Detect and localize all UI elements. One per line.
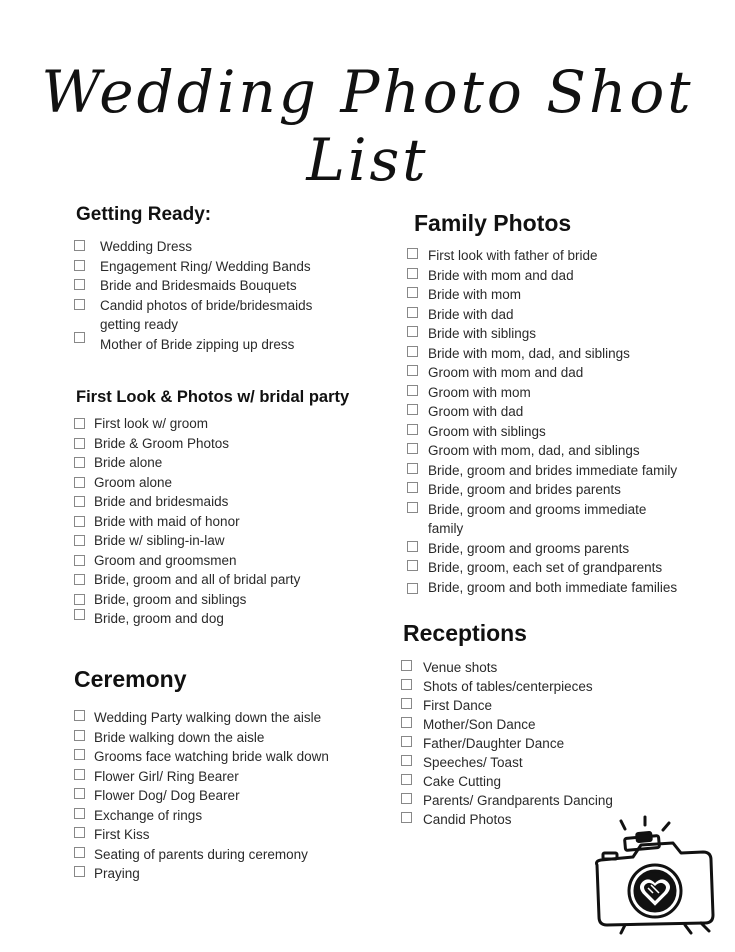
- checkbox[interactable]: [407, 248, 418, 259]
- checkbox[interactable]: [74, 808, 85, 819]
- checkbox[interactable]: [74, 574, 85, 585]
- checkbox[interactable]: [74, 496, 85, 507]
- list-item: Groom with mom, dad, and siblings: [407, 441, 677, 461]
- checkbox[interactable]: [74, 788, 85, 799]
- list-item: Speeches/ Toast: [401, 753, 613, 772]
- checkbox[interactable]: [401, 717, 412, 728]
- receptions-list: [401, 658, 613, 829]
- first-look-heading: First Look & Photos w/ bridal party: [76, 388, 350, 406]
- list-item: Groom with dad: [407, 402, 677, 422]
- list-item: Groom alone: [74, 473, 300, 493]
- list-item: Flower Girl/ Ring Bearer: [74, 767, 329, 787]
- list-item: Mother of Bride zipping up dress: [74, 335, 312, 355]
- checkbox[interactable]: [407, 287, 418, 298]
- list-item: Bride w/ sibling-in-law: [74, 531, 300, 551]
- checkbox[interactable]: [74, 827, 85, 838]
- checkbox[interactable]: [407, 541, 418, 552]
- checkbox[interactable]: [407, 482, 418, 493]
- checkbox[interactable]: [74, 555, 85, 566]
- getting-ready-list: [74, 237, 312, 354]
- checkbox[interactable]: [401, 679, 412, 690]
- list-item-continuation: getting ready: [100, 317, 179, 332]
- list-item: Groom with mom: [407, 383, 677, 403]
- list-item: Candid Photos: [401, 810, 613, 829]
- checkbox[interactable]: [401, 755, 412, 766]
- checkbox[interactable]: [74, 516, 85, 527]
- list-item: Bride with dad: [407, 305, 677, 325]
- list-item: Bride, groom and siblings: [74, 590, 300, 610]
- checkbox[interactable]: [74, 260, 85, 271]
- checkbox[interactable]: [407, 443, 418, 454]
- checkbox[interactable]: [74, 769, 85, 780]
- checkbox[interactable]: [407, 583, 418, 594]
- checkbox[interactable]: [401, 793, 412, 804]
- list-item: Candid photos of bride/bridesmaids: [74, 296, 312, 316]
- list-item: Bride, groom and all of bridal party: [74, 570, 300, 590]
- list-item: Bride & Groom Photos: [74, 434, 300, 454]
- list-item: Wedding Dress: [74, 237, 312, 257]
- checkbox[interactable]: [74, 418, 85, 429]
- checkbox[interactable]: [74, 240, 85, 251]
- checkbox[interactable]: [74, 730, 85, 741]
- checkbox[interactable]: [407, 424, 418, 435]
- list-item: Bride, groom, each set of grandparents: [407, 558, 677, 578]
- list-item: Bride, groom and grooms immediate: [407, 500, 677, 520]
- checkbox[interactable]: [407, 404, 418, 415]
- list-item: Praying: [74, 864, 329, 884]
- checkbox[interactable]: [401, 812, 412, 823]
- checkbox[interactable]: [407, 502, 418, 513]
- list-item: First Kiss: [74, 825, 329, 845]
- list-item: Bride, groom and brides immediate family: [407, 461, 677, 481]
- first-look-list: [74, 414, 300, 629]
- checkbox[interactable]: [407, 268, 418, 279]
- list-item: Father/Daughter Dance: [401, 734, 613, 753]
- checkbox[interactable]: [74, 477, 85, 488]
- checkbox[interactable]: [74, 438, 85, 449]
- family-photos-list: [407, 246, 677, 597]
- list-item: Grooms face watching bride walk down: [74, 747, 329, 767]
- list-item: Bride with mom: [407, 285, 677, 305]
- list-item: Groom and groomsmen: [74, 551, 300, 571]
- list-item: First Dance: [401, 696, 613, 715]
- list-item: Bride and Bridesmaids Bouquets: [74, 276, 312, 296]
- checkbox[interactable]: [74, 847, 85, 858]
- list-item: Seating of parents during ceremony: [74, 845, 329, 865]
- checkbox[interactable]: [407, 463, 418, 474]
- list-item: Bride with mom and dad: [407, 266, 677, 286]
- checkbox[interactable]: [74, 749, 85, 760]
- checkbox[interactable]: [74, 457, 85, 468]
- checkbox[interactable]: [401, 774, 412, 785]
- receptions-heading: Receptions: [403, 620, 527, 646]
- list-item-continuation: family: [428, 521, 464, 536]
- ceremony-list: [74, 708, 329, 884]
- list-item: Bride with maid of honor: [74, 512, 300, 532]
- list-item: Bride, groom and grooms parents: [407, 539, 677, 559]
- checkbox[interactable]: [407, 326, 418, 337]
- list-item: Exchange of rings: [74, 806, 329, 826]
- list-item: Bride with mom, dad, and siblings: [407, 344, 677, 364]
- list-item: Venue shots: [401, 658, 613, 677]
- checkbox[interactable]: [407, 346, 418, 357]
- list-item: Groom with mom and dad: [407, 363, 677, 383]
- checkbox[interactable]: [407, 385, 418, 396]
- list-item: Groom with siblings: [407, 422, 677, 442]
- ceremony-heading: Ceremony: [74, 666, 187, 692]
- list-item: Mother/Son Dance: [401, 715, 613, 734]
- checkbox[interactable]: [407, 560, 418, 571]
- list-item: Bride, groom and both immediate families: [407, 578, 677, 598]
- getting-ready-heading: Getting Ready:: [76, 204, 212, 225]
- list-item: Bride, groom and brides parents: [407, 480, 677, 500]
- checkbox[interactable]: [407, 365, 418, 376]
- list-item: Bride and bridesmaids: [74, 492, 300, 512]
- list-item: Wedding Party walking down the aisle: [74, 708, 329, 728]
- checkbox[interactable]: [401, 698, 412, 709]
- checkbox[interactable]: [407, 307, 418, 318]
- list-item: Flower Dog/ Dog Bearer: [74, 786, 329, 806]
- list-item: Engagement Ring/ Wedding Bands: [74, 257, 312, 277]
- checkbox[interactable]: [401, 736, 412, 747]
- list-item: Bride with siblings: [407, 324, 677, 344]
- list-item: Bride walking down the aisle: [74, 728, 329, 748]
- checkbox[interactable]: [74, 609, 85, 620]
- list-item: First look w/ groom: [74, 414, 300, 434]
- list-item: Cake Cutting: [401, 772, 613, 791]
- list-item: Bride alone: [74, 453, 300, 473]
- checkbox[interactable]: [74, 299, 85, 310]
- checkbox[interactable]: [74, 594, 85, 605]
- page-title: Wedding Photo Shot List: [41, 58, 694, 194]
- list-item: Parents/ Grandparents Dancing: [401, 791, 613, 810]
- list-item: Shots of tables/centerpieces: [401, 677, 613, 696]
- list-item: Bride, groom and dog: [74, 609, 300, 629]
- family-photos-heading: Family Photos: [414, 210, 572, 236]
- checkbox[interactable]: [74, 279, 85, 290]
- checkbox[interactable]: [74, 535, 85, 546]
- checkbox[interactable]: [74, 710, 85, 721]
- checkbox[interactable]: [401, 660, 412, 671]
- checkbox[interactable]: [74, 332, 85, 343]
- camera-heart-icon: [585, 815, 725, 945]
- checkbox[interactable]: [74, 866, 85, 877]
- list-item: First look with father of bride: [407, 246, 677, 266]
